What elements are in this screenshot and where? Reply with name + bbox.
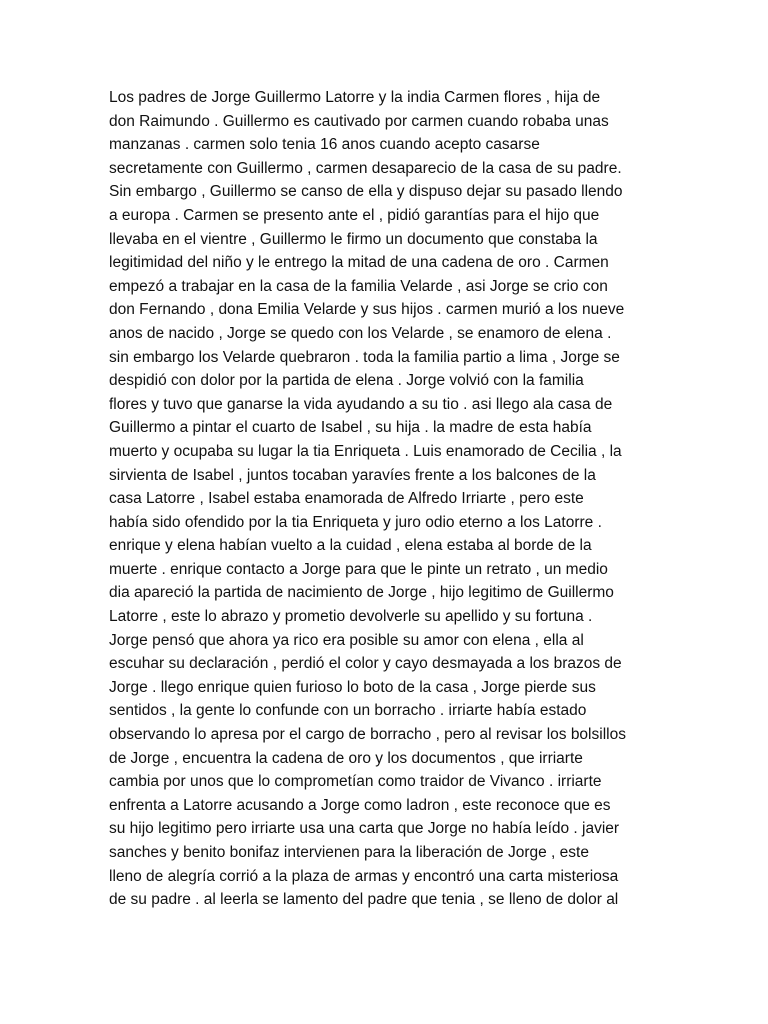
text-line: Los padres de Jorge Guillermo Latorre y la india Carmen flores , hija de: [109, 89, 601, 106]
text-line: enrique y elena habían vuelto a la cuidad , elena estaba al borde de la: [109, 537, 592, 555]
text-line: Sin embargo , Guillermo se canso de ella y dispuso dejar su pasado llendo: [109, 183, 623, 201]
text-line: Latorre , este lo abrazo y prometio devolverle su apellido y su fortuna .: [109, 608, 593, 626]
text-line: empezó a trabajar en la casa de la familia Velarde , asi Jorge se crio con: [109, 277, 608, 295]
text-line: casa Latorre , Isabel estaba enamorada de Alfredo Irriarte , pero este: [109, 490, 584, 508]
text-line: secretamente con Guillermo , carmen desaparecio de la casa de su padre.: [109, 159, 622, 177]
text-line: sentidos , la gente lo confunde con un borracho . irriarte había estado: [109, 702, 587, 720]
text-line: dia apareció la partida de nacimiento de Jorge , hijo legitimo de Guillermo: [109, 584, 614, 602]
text-line: llevaba en el vientre , Guillermo le firmo un documento que constaba la: [109, 230, 598, 248]
body-text: [109, 86, 669, 912]
text-line: despidió con dolor por la partida de elena . Jorge volvió con la familia: [109, 372, 584, 390]
text-line: sirvienta de Isabel , juntos tocaban yaravíes frente a los balcones de la: [109, 466, 596, 484]
text-line: Guillermo a pintar el cuarto de Isabel , su hija . la madre de esta había: [109, 419, 592, 437]
text-line: de Jorge , encuentra la cadena de oro y los documentos , que irriarte: [109, 749, 583, 767]
text-line: Jorge . llego enrique quien furioso lo boto de la casa , Jorge pierde sus: [109, 678, 596, 696]
text-line: muerto y ocupaba su lugar la tia Enriqueta . Luis enamorado de Cecilia , la: [109, 442, 622, 460]
text-line: cambia por unos que lo comprometían como traidor de Vivanco . irriarte: [109, 773, 602, 791]
text-line: había sido ofendido por la tia Enriqueta y juro odio eterno a los Latorre .: [109, 513, 602, 531]
text-line: sin embargo los Velarde quebraron . toda la familia partio a lima , Jorge se: [109, 348, 620, 366]
text-line: muerte . enrique contacto a Jorge para que le pinte un retrato , un medio: [109, 560, 608, 578]
text-line: don Raimundo . Guillermo es cautivado por carmen cuando robaba unas: [109, 112, 609, 130]
text-line: legitimidad del niño y le entrego la mitad de una cadena de oro . Carmen: [109, 254, 609, 272]
text-line: a europa . Carmen se presento ante el , pidió garantías para el hijo que: [109, 206, 600, 224]
text-line: manzanas . carmen solo tenia 16 anos cuando acepto casarse: [109, 136, 540, 154]
text-line: de su padre . al leerla se lamento del padre que tenia , se lleno de dolor al: [109, 891, 619, 909]
text-line: lleno de alegría corrió a la plaza de armas y encontró una carta misteriosa: [109, 867, 619, 885]
text-line: don Fernando , dona Emilia Velarde y sus hijos . carmen murió a los nueve: [109, 301, 625, 319]
text-line: sanches y benito bonifaz intervienen para la liberación de Jorge , este: [109, 844, 589, 861]
text-line: anos de nacido , Jorge se quedo con los Velarde , se enamoro de elena .: [109, 324, 612, 342]
text-line: Jorge pensó que ahora ya rico era posible su amor con elena , ella al: [109, 631, 584, 649]
text-line: observando lo apresa por el cargo de borracho , pero al revisar los bolsillos: [109, 726, 626, 744]
text-line: escuhar su declaración , perdió el color y cayo desmayada a los brazos de: [109, 655, 622, 673]
text-line: su hijo legitimo pero irriarte usa una carta que Jorge no había leído . javier: [109, 820, 620, 838]
text-line: enfrenta a Latorre acusando a Jorge como ladron , este reconoce que es: [109, 796, 611, 814]
text-line: flores y tuvo que ganarse la vida ayudando a su tio . asi llego ala casa de: [109, 395, 613, 413]
